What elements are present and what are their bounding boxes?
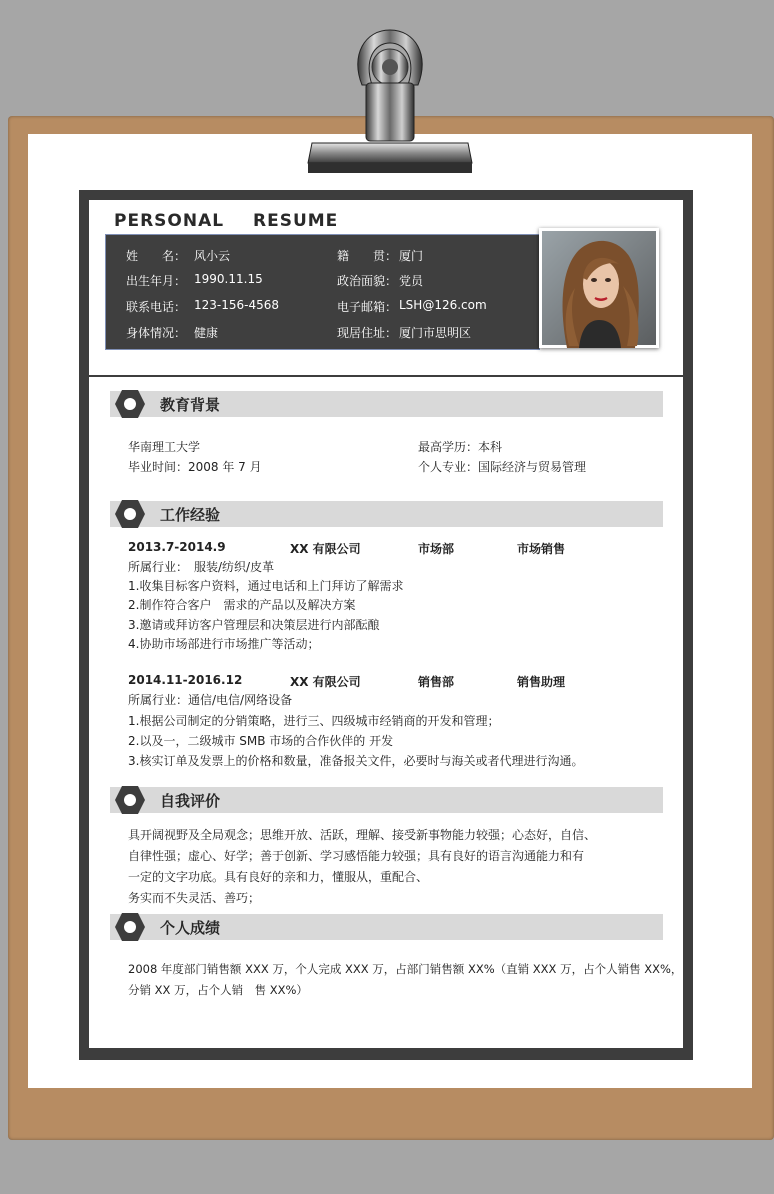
job-dept: 市场部 [418,542,455,556]
basic-info-panel [105,234,540,350]
section-title: 教育背景 [160,396,221,414]
job-duty: 3.核实订单及发票上的价格和数量，准备报关文件，必要时与海关或者代理进行沟通。 [128,754,584,768]
job-period: 2013.7-2014.9 [128,540,226,554]
job-duty: 2.以及一，二级城市 SMB 市场的合作伙伴的 开发 [128,734,394,748]
job-industry: 所属行业： 服装/纺织/皮革 [128,560,275,574]
job-industry: 所属行业：通信/电信/网络设备 [128,693,293,707]
job-company: XX 有限公司 [290,675,361,689]
hexagon-icon [114,388,146,420]
job-duty: 1.收集目标客户资料，通过电话和上门拜访了解需求 [128,579,404,593]
politics-label: 政治面貌： [337,274,398,288]
job-position: 销售助理 [517,675,566,689]
hexagon-icon [114,498,146,530]
header-divider [89,375,683,377]
email-value: LSH@126.com [399,298,487,312]
phone-label: 联系电话： [126,300,187,314]
birth-value: 1990.11.15 [194,272,263,286]
job-duty: 2.制作符合客户 需求的产品以及解决方案 [128,598,356,612]
title-personal: PERSONAL [114,211,225,231]
job-company: XX 有限公司 [290,542,361,556]
section-self-evaluation [110,787,663,813]
job-duty: 4.协助市场部进行市场推广等活动； [128,637,320,651]
phone-value: 123-156-4568 [194,298,280,312]
title-resume: RESUME [253,211,339,231]
school-name: 华南理工大学 [128,440,201,454]
address-label: 现居住址： [337,326,398,340]
job-period: 2014.11-2016.12 [128,673,243,687]
job-duty: 1.根据公司制定的分销策略，进行三、四级城市经销商的开发和管理； [128,714,500,728]
self-eval-line: 自律性强；虚心、好学；善于创新、学习感悟能力较强；具有良好的语言沟通能力和有 [128,849,585,863]
section-title: 个人成绩 [160,919,221,937]
self-eval-line: 一定的文字功底。具有良好的亲和力，懂服从，重配合、 [128,870,429,884]
health-value: 健康 [194,326,219,340]
graduation-date: 毕业时间：2008 年 7 月 [128,460,262,474]
self-eval-line: 务实而不失灵活、善巧； [128,891,261,905]
address-value: 厦门市思明区 [399,326,472,340]
section-title: 自我评价 [160,792,221,810]
resume-title [114,211,338,231]
origin-label: 籍 贯： [337,249,398,263]
health-label: 身体情况： [126,326,187,340]
birth-label: 出生年月： [126,274,187,288]
hexagon-icon [114,911,146,943]
section-title: 工作经验 [160,506,221,524]
job-position: 市场销售 [517,542,566,556]
section-education [110,391,663,417]
name-value: 风小云 [194,249,231,263]
section-work [110,501,663,527]
name-label: 姓 名： [126,249,187,263]
section-achievements [110,914,663,940]
achievement-line: 分销 XX 万，占个人销 售 XX%） [128,983,308,997]
job-duty: 3.邀请或拜访客户管理层和决策层进行内部酝酿 [128,618,380,632]
self-eval-line: 具开阔视野及全局观念；思维开放、活跃，理解、接受新事物能力较强；心态好，自信、 [128,828,597,842]
degree: 最高学历：本科 [418,440,503,454]
hexagon-icon [114,784,146,816]
job-dept: 销售部 [418,675,455,689]
major: 个人专业：国际经济与贸易管理 [418,460,587,474]
profile-photo [539,228,659,348]
origin-value: 厦门 [399,249,424,263]
politics-value: 党员 [399,274,424,288]
binder-clip-icon [300,25,480,180]
achievement-line: 2008 年度部门销售额 XXX 万，个人完成 XXX 万，占部门销售额 XX%（直销 XXX 万，占个人销售 XX%， [128,962,683,976]
email-label: 电子邮箱： [337,300,398,314]
